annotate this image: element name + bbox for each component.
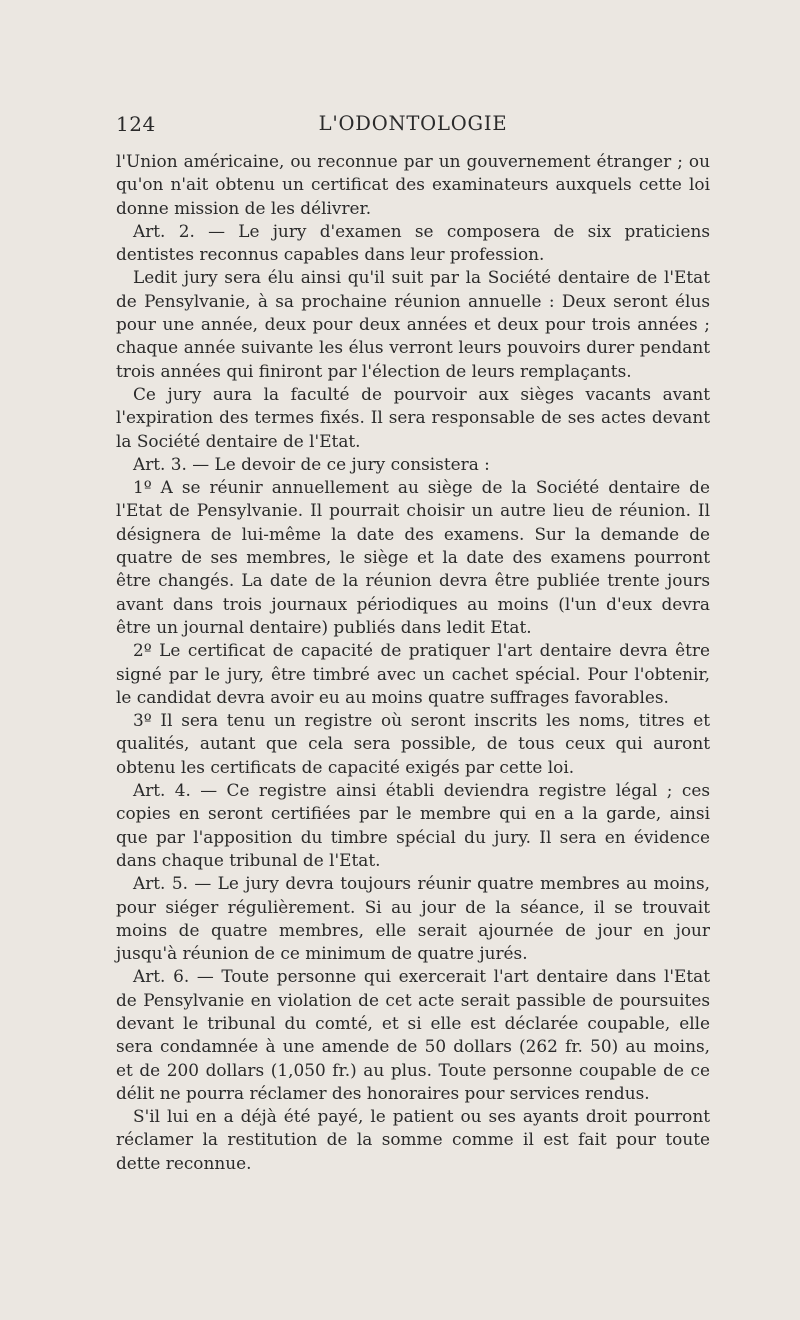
paragraph: Art. 5. — Le jury devra toujours réunir quatre membres au moins, pour siéger régulièrement. Si au jour de la séance, il se trouvait moins de quatre membres, elle serait ajournée de jour en jour jusqu'à réunion de ce minimum de quatre jurés. [116,873,710,964]
paragraph: Art. 2. — Le jury d'examen se composera de six praticiens dentistes reconnus capables dans leur profession. [116,220,710,265]
paragraph: Ledit jury sera élu ainsi qu'il suit par la Société dentaire de l'Etat de Pensylvanie, à sa prochaine réunion annuelle : Deux seront élus pour une année, deux pour deux années et deux pour trois années ; chaque année suivante les élus verront leurs pouvoirs durer pendant trois années qui finiront par l'élection de leurs remplaçants. [116,267,710,381]
paragraph: Art. 6. — Toute personne qui exercerait l'art dentaire dans l'Etat de Pensylvanie en violation de cet acte serait passible de poursuites devant le tribunal du comté, et si elle est déclarée coupable, elle sera condamnée à une amende de 50 dollars (262 fr. 50) au moins, et de 200 dollars (1,050 fr.) au plus. Toute personne coupable de ce délit ne pourra réclamer des honoraires pour services rendus. [116,966,710,1103]
paragraph: 1º A se réunir annuellement au siège de la Société dentaire de l'Etat de Pensylvanie. Il pourrait choisir un autre lieu de réunion. Il désignera de lui-même la date des examens. Sur la demande de quatre de ses membres, le siège et la date des examens pourront être changés. La date de la réunion devra être publiée trente jours avant dans trois journaux périodiques au moins (l'un d'eux devra être un journal dentaire) publiés dans ledit Etat. [116,477,710,637]
paragraph: 2º Le certificat de capacité de pratiquer l'art dentaire devra être signé par le jury, être timbré avec un cachet spécial. Pour l'obtenir, le candidat devra avoir eu au moins quatre suffrages favorables. [116,640,710,707]
page-header [116,112,710,142]
paragraph: Art. 3. — Le devoir de ce jury consistera : [133,453,490,474]
page-number: 124 [116,112,156,136]
paragraph: Ce jury aura la faculté de pourvoir aux sièges vacants avant l'expiration des termes fixés. Il sera responsable de ses actes devant la Société dentaire de l'Etat. [116,383,710,451]
paragraph: S'il lui en a déjà été payé, le patient ou ses ayants droit pourront réclamer la restitution de la somme comme il est fait pour toute dette reconnue. [116,1106,710,1173]
running-head: L'ODONTOLOGIE [318,112,508,135]
paragraph: 3º Il sera tenu un registre où seront inscrits les noms, titres et qualités, autant que cela sera possible, de tous ceux qui auront obtenu les certificats de capacité exigés par cette loi. [116,710,710,777]
paragraph: Art. 4. — Ce registre ainsi établi deviendra registre légal ; ces copies en seront certifiées par le membre qui en a la garde, ainsi que par l'apposition du timbre spécial du jury. Il sera en évidence dans chaque tribunal de l'Etat. [116,780,710,870]
paragraph: l'Union américaine, ou reconnue par un gouvernement étranger ; ou qu'on n'ait obtenu un certificat des examinateurs auxquels cette loi donne mission de les délivrer. [116,151,710,218]
body-text [116,150,710,1175]
